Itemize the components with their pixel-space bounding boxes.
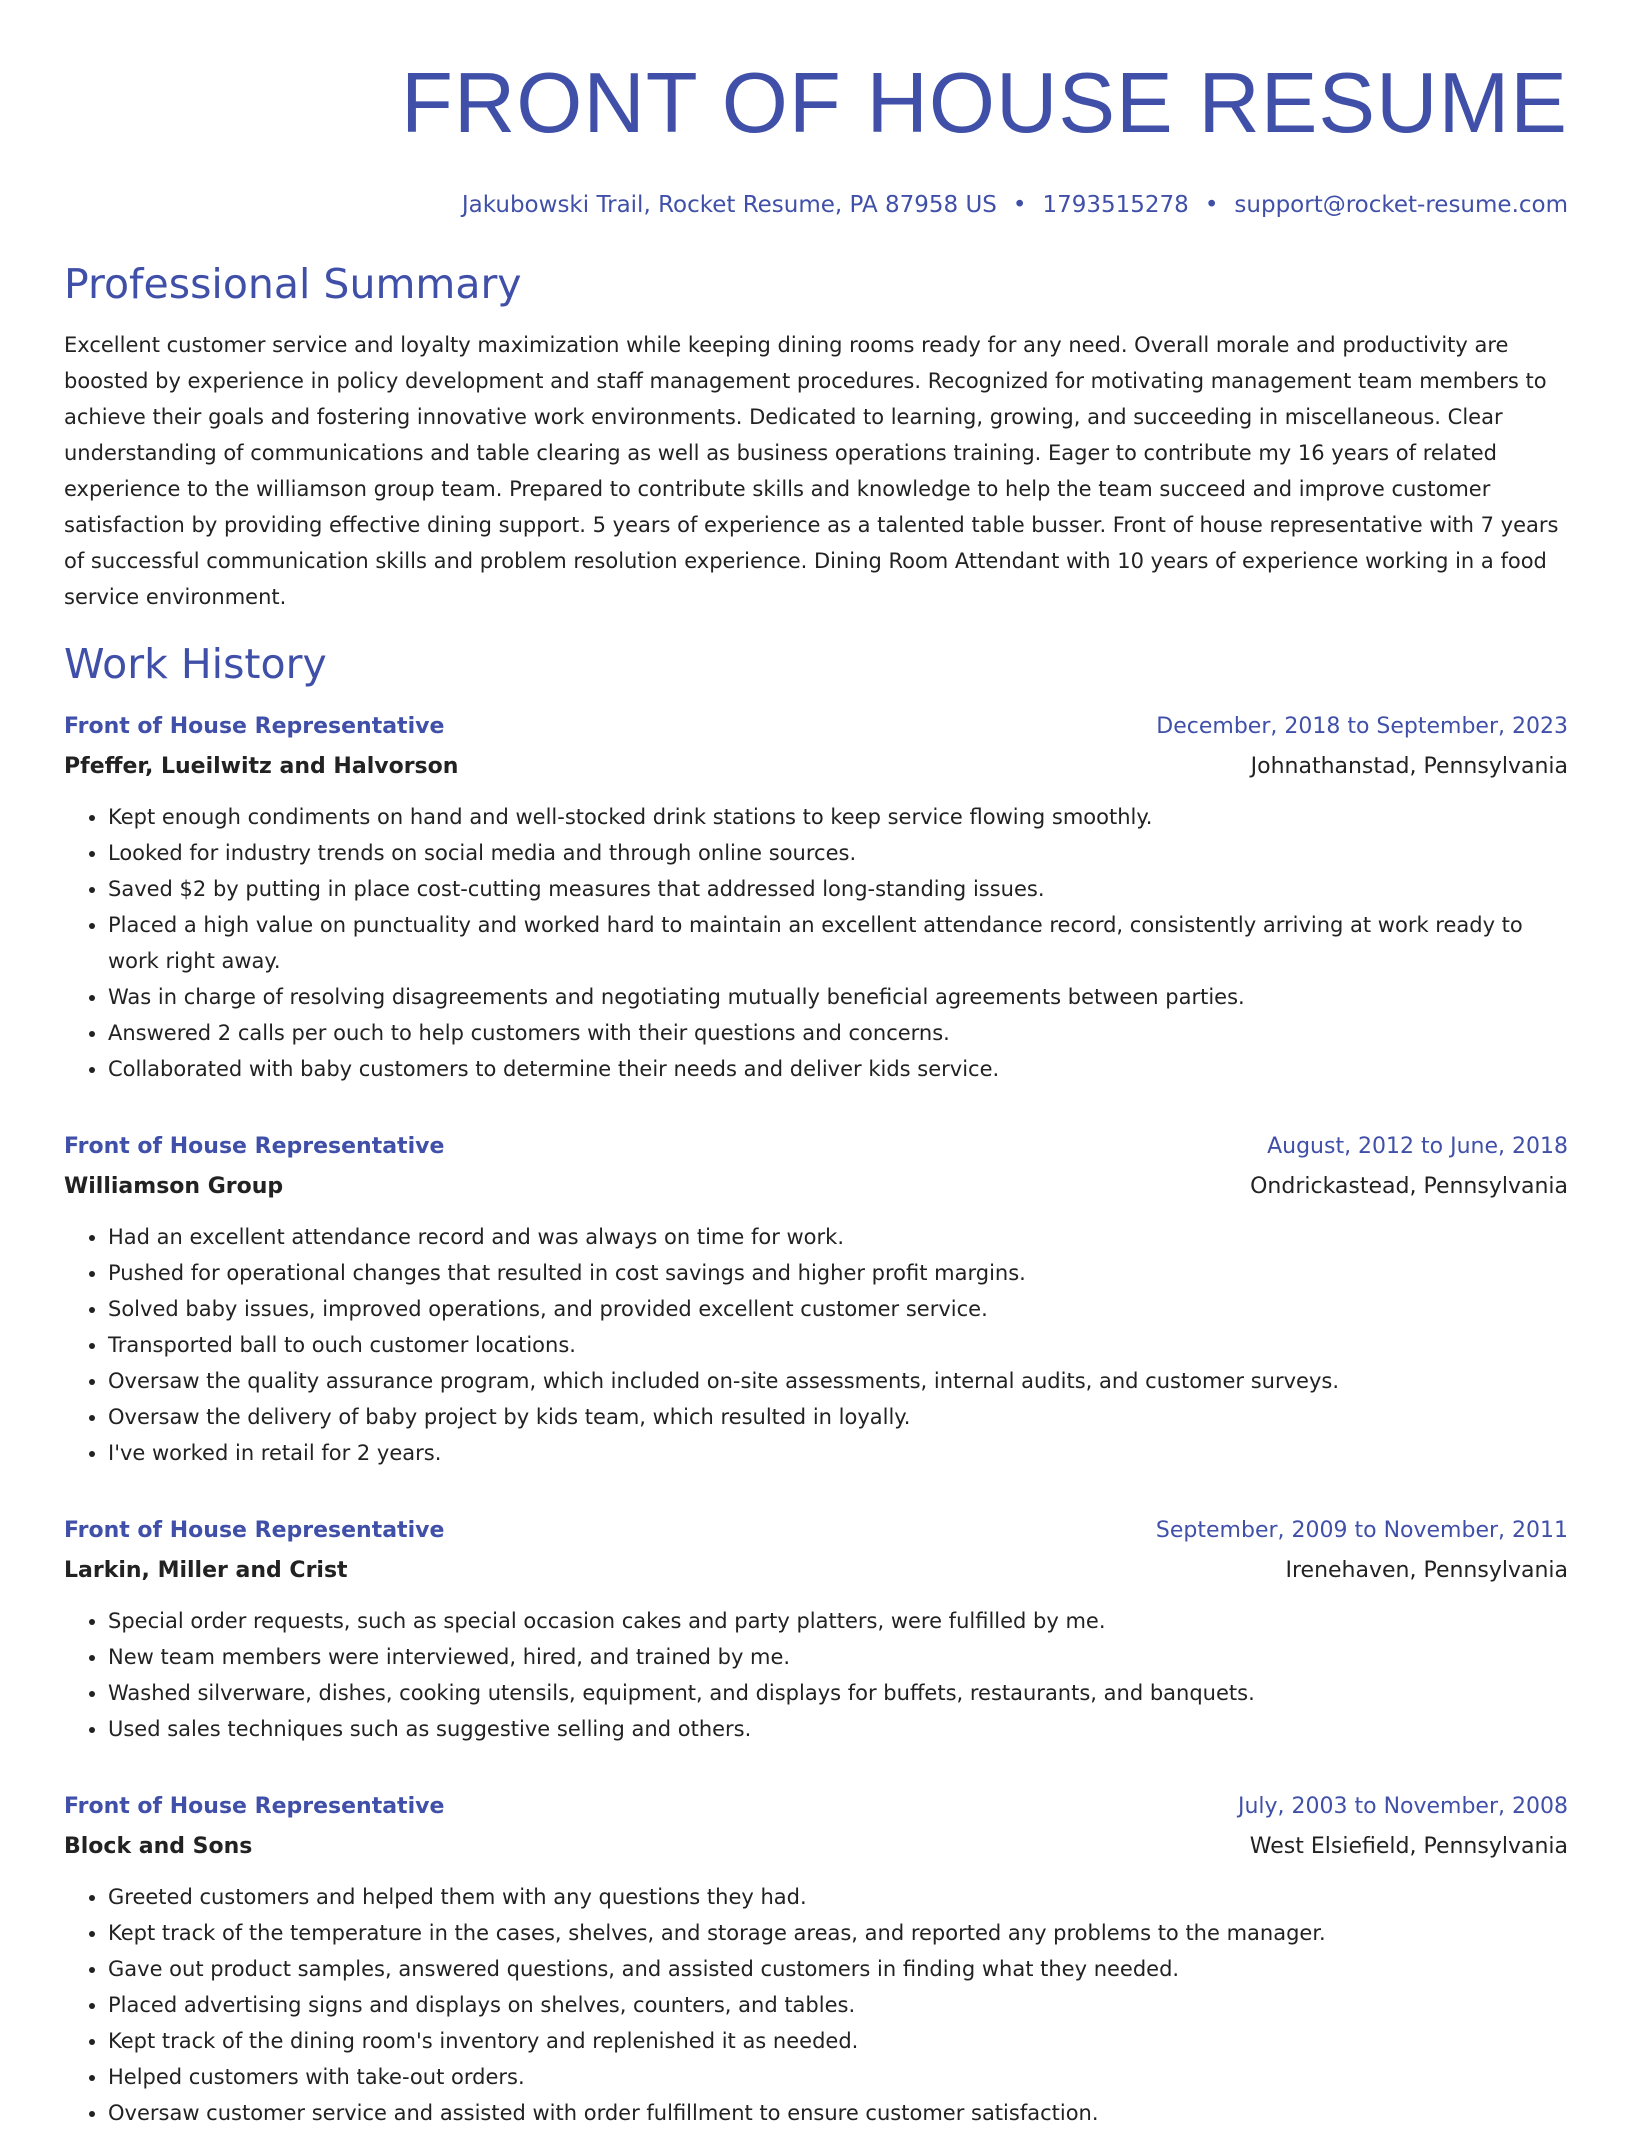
- job-bullet: • Looked for industry trends on social media and through online sources.: [108, 835, 1568, 871]
- work-history-list: [64, 707, 1568, 2131]
- job-bullet: • Helped customers with take-out orders.: [108, 2059, 1568, 2095]
- job-entry: [64, 1787, 1568, 2131]
- job-bullet: • Kept track of the dining room's inventory and replenished it as needed.: [108, 2023, 1568, 2059]
- job-company: Larkin, Miller and Crist: [64, 1558, 348, 1583]
- job-bullet: • Saved $2 by putting in place cost-cutting measures that addressed long-standing issues.: [108, 871, 1568, 907]
- job-bullet: • Oversaw the delivery of baby project by kids team, which resulted in loyally.: [108, 1399, 1568, 1435]
- contact-phone: 1793515278: [1042, 192, 1189, 218]
- job-entry: [64, 1127, 1568, 1471]
- job-location: Ondrickastead, Pennsylvania: [1250, 1174, 1568, 1199]
- job-bullet: • Answered 2 calls per ouch to help customers with their questions and concerns.: [108, 1015, 1568, 1051]
- job-bullet: • Placed a high value on punctuality and worked hard to maintain an excellent attendance record, consistently arriving at work ready to work right away.: [108, 907, 1568, 979]
- job-bullet: • Pushed for operational changes that resulted in cost savings and higher profit margins.: [108, 1255, 1568, 1291]
- job-bullets: [64, 1219, 1568, 1471]
- job-bullet: • New team members were interviewed, hired, and trained by me.: [108, 1639, 1568, 1675]
- work-history-heading: Work History: [64, 640, 327, 688]
- job-bullet: • Kept track of the temperature in the cases, shelves, and storage areas, and reported any problems to the manager.: [108, 1915, 1568, 1951]
- job-title: Front of House Representative: [64, 714, 445, 739]
- contact-address: Jakubowski Trail, Rocket Resume, PA 87958 US: [461, 192, 997, 218]
- job-bullet: • Used sales techniques such as suggestive selling and others.: [108, 1711, 1568, 1747]
- job-dates: September, 2009 to November, 2011: [1155, 1518, 1568, 1543]
- contact-separator: •: [1204, 192, 1219, 218]
- contact-separator: •: [1012, 192, 1027, 218]
- job-dates: August, 2012 to June, 2018: [1267, 1134, 1568, 1159]
- job-title: Front of House Representative: [64, 1518, 445, 1543]
- job-entry: [64, 1511, 1568, 1747]
- job-bullet: • Solved baby issues, improved operations, and provided excellent customer service.: [108, 1291, 1568, 1327]
- job-dates: July, 2003 to November, 2008: [1237, 1794, 1568, 1819]
- resume-title: FRONT OF HOUSE RESUME: [400, 56, 1568, 151]
- job-bullet: • Greeted customers and helped them with any questions they had.: [108, 1879, 1568, 1915]
- job-bullet: • Washed silverware, dishes, cooking utensils, equipment, and displays for buffets, restaurants, and banquets.: [108, 1675, 1568, 1711]
- job-bullet: • Collaborated with baby customers to determine their needs and deliver kids service.: [108, 1051, 1568, 1087]
- summary-text: Excellent customer service and loyalty maximization while keeping dining rooms ready for any need. Overall morale and productivity are boosted by experience in policy development and staff management procedures. Recognized for motivating management team members to achieve their goals and fostering innovative work environments. Dedicated to learning, growing, and succeeding in miscellaneous. Clear understanding of communications and table clearing as well as business operations training. Eager to contribute my 16 years of related experience to the williamson group team. Prepared to contribute skills and knowledge to help the team succeed and improve customer satisfaction by providing effective dining support. 5 years of experience as a talented table busser. Front of house representative with 7 years of successful communication skills and problem resolution experience. Dining Room Attendant with 10 years of experience working in a food service environment.: [64, 333, 1559, 609]
- job-bullet: • I've worked in retail for 2 years.: [108, 1435, 1568, 1471]
- job-bullets: [64, 1603, 1568, 1747]
- job-bullet: • Gave out product samples, answered questions, and assisted customers in finding what they needed.: [108, 1951, 1568, 1987]
- job-company: Williamson Group: [64, 1174, 284, 1199]
- summary-heading: Professional Summary: [64, 260, 522, 308]
- job-location: Johnathanstad, Pennsylvania: [1250, 754, 1568, 779]
- contact-line: [64, 190, 1568, 220]
- job-title: Front of House Representative: [64, 1134, 445, 1159]
- job-bullet: • Special order requests, such as special occasion cakes and party platters, were fulfilled by me.: [108, 1603, 1568, 1639]
- job-bullet: • Kept enough condiments on hand and well-stocked drink stations to keep service flowing smoothly.: [108, 799, 1568, 835]
- job-company: Block and Sons: [64, 1834, 253, 1859]
- job-bullets: [64, 1879, 1568, 2131]
- job-location: West Elsiefield, Pennsylvania: [1249, 1834, 1568, 1859]
- job-bullet: • Had an excellent attendance record and was always on time for work.: [108, 1219, 1568, 1255]
- job-bullet: • Was in charge of resolving disagreements and negotiating mutually beneficial agreements between parties.: [108, 979, 1568, 1015]
- job-bullet: • Transported ball to ouch customer locations.: [108, 1327, 1568, 1363]
- resume-header: [64, 0, 1568, 220]
- job-bullet: • Oversaw the quality assurance program, which included on-site assessments, internal audits, and customer surveys.: [108, 1363, 1568, 1399]
- job-bullets: [64, 799, 1568, 1087]
- job-bullet: • Oversaw customer service and assisted with order fulfillment to ensure customer satisfaction.: [108, 2095, 1568, 2131]
- job-bullet: • Placed advertising signs and displays on shelves, counters, and tables.: [108, 1987, 1568, 2023]
- job-location: Irenehaven, Pennsylvania: [1285, 1558, 1568, 1583]
- job-dates: December, 2018 to September, 2023: [1156, 714, 1568, 739]
- job-entry: [64, 707, 1568, 1087]
- job-company: Pfeffer, Lueilwitz and Halvorson: [64, 754, 459, 779]
- job-title: Front of House Representative: [64, 1794, 445, 1819]
- contact-email[interactable]: support@rocket-resume.com: [1234, 192, 1568, 218]
